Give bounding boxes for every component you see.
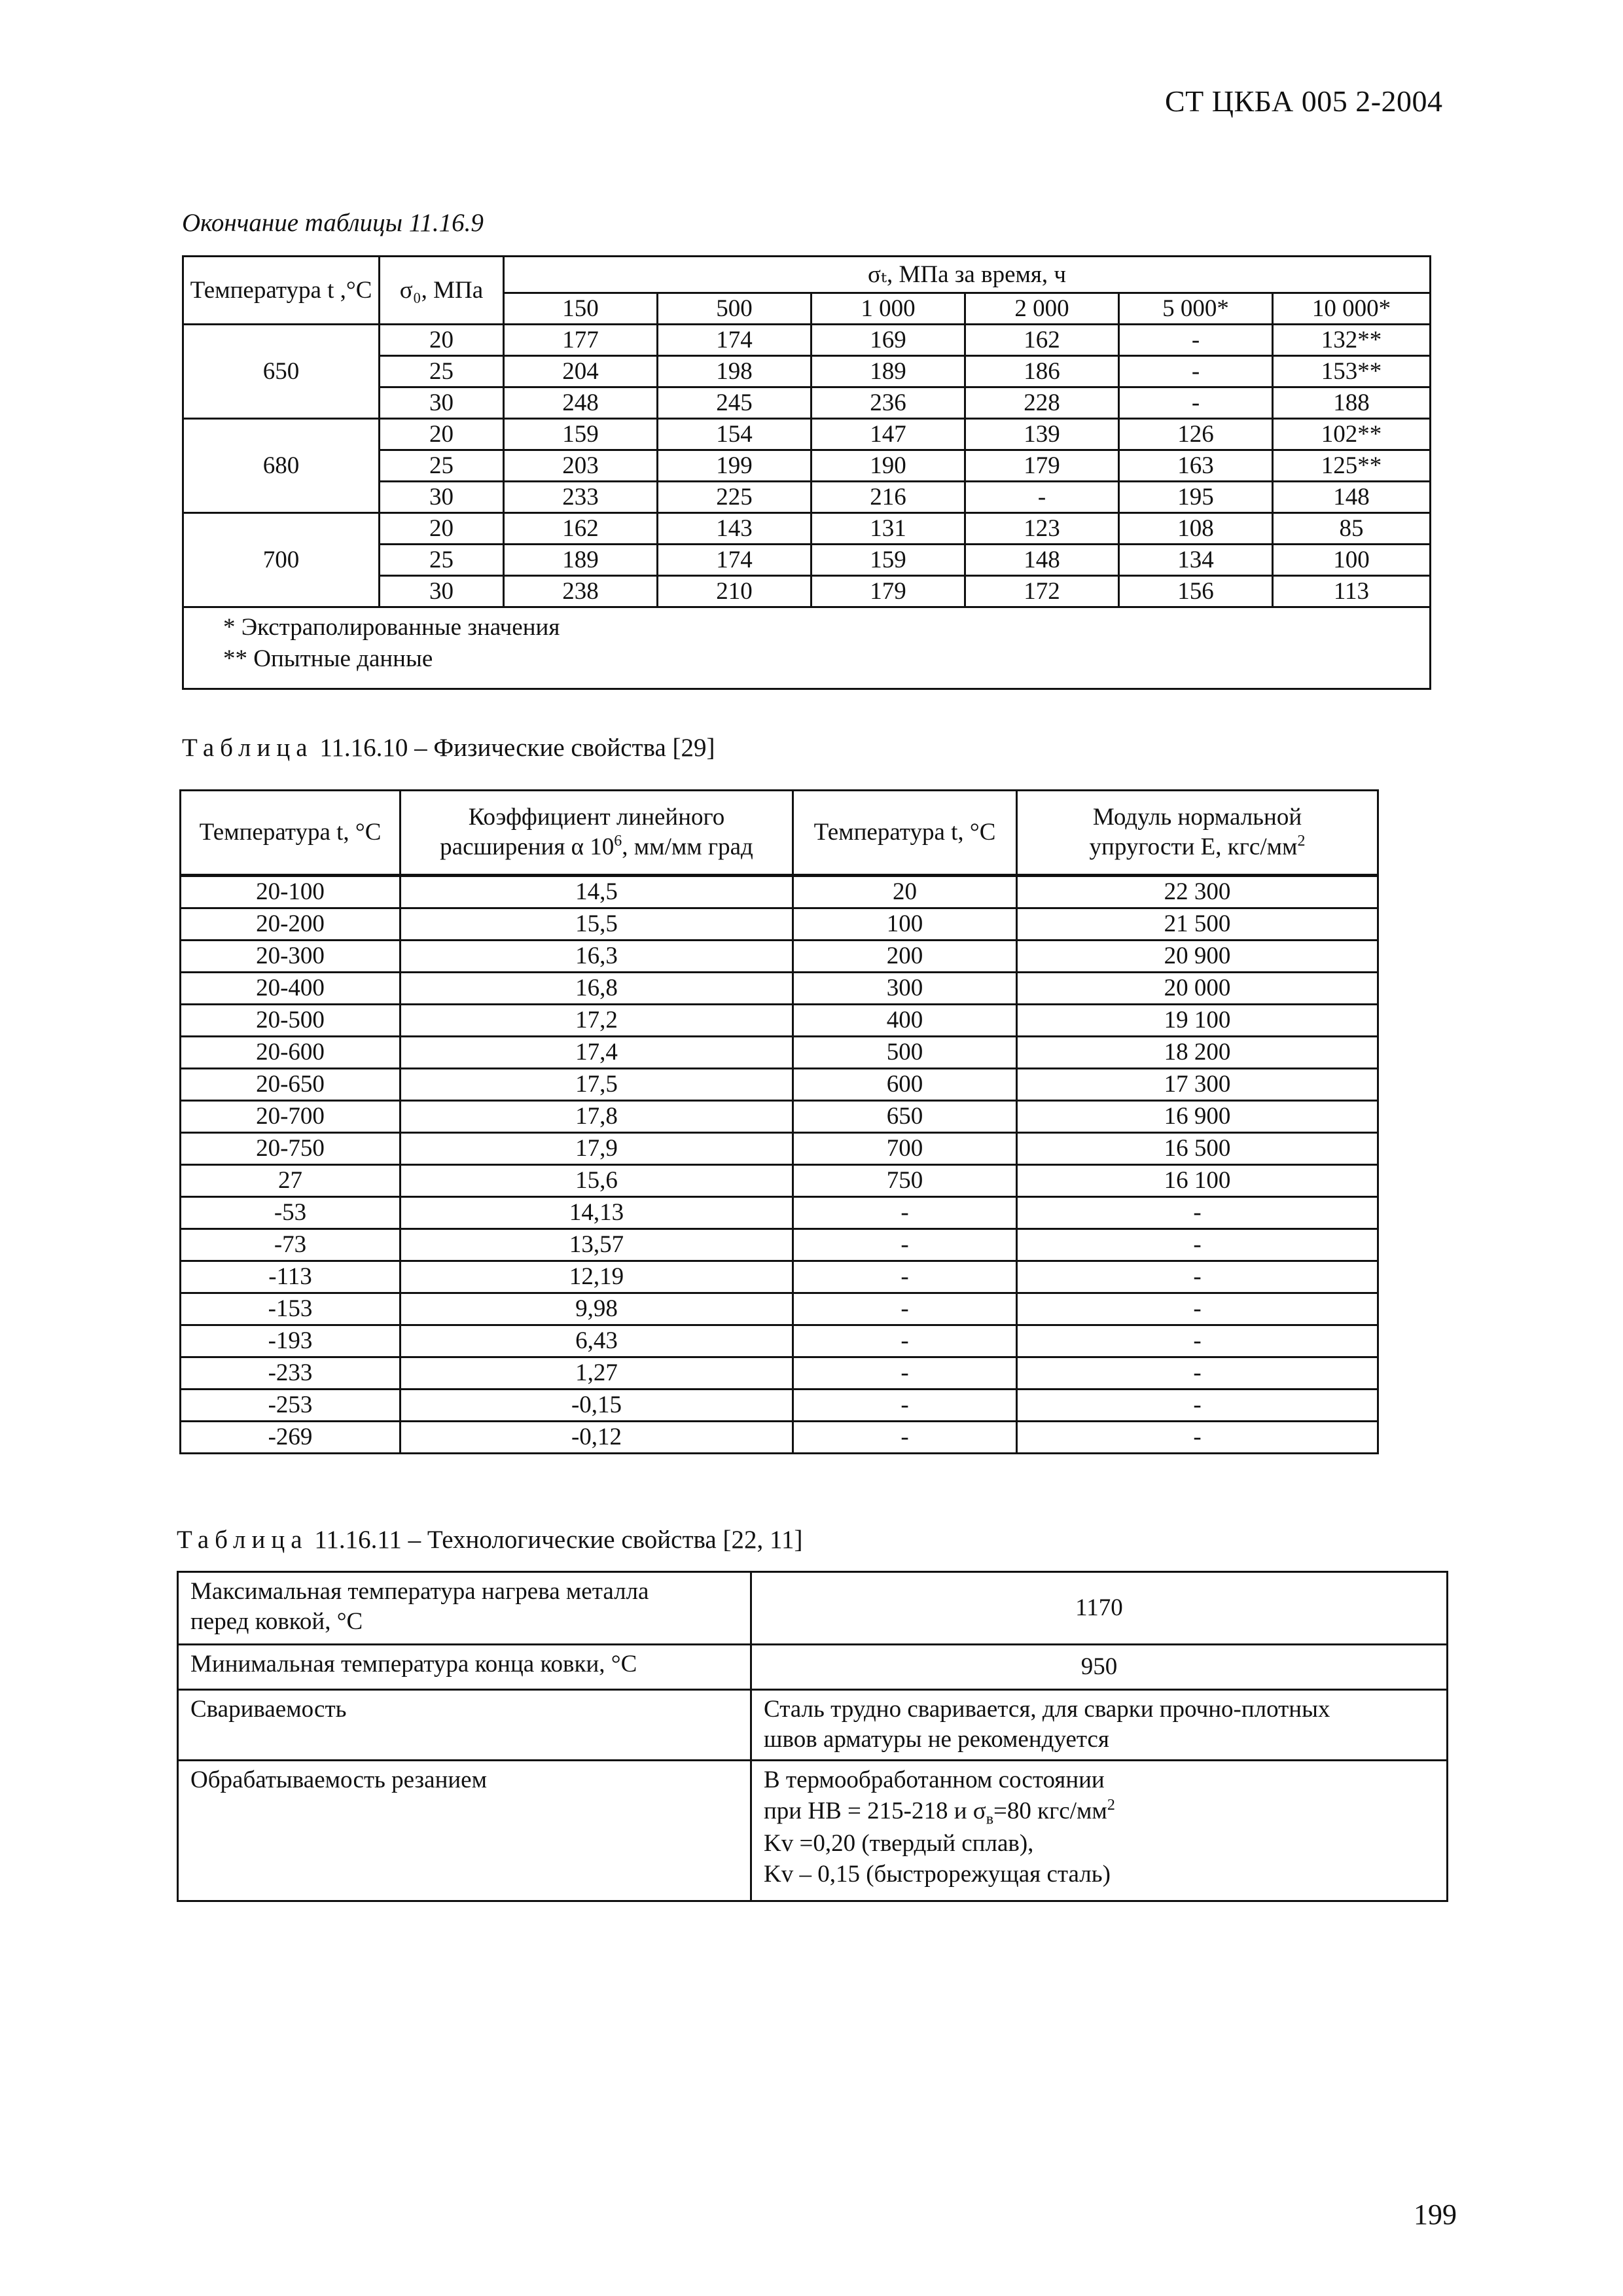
modulus-cell: 20 000 — [1017, 973, 1378, 1005]
expansion-header-units: , мм/мм град — [622, 833, 753, 861]
modulus-cell: - — [1017, 1261, 1378, 1293]
expansion-cell: 16,8 — [401, 973, 793, 1005]
table3-caption-text: 11.16.11 – Технологические свойства [22, 11] — [308, 1526, 803, 1554]
table1-col-temp: Температура t ,°С — [183, 257, 380, 325]
table1-notes — [183, 607, 1431, 689]
expansion-cell: 9,98 — [401, 1293, 793, 1325]
page-number: 199 — [1414, 2198, 1457, 2231]
temperature-cell: 650 — [183, 325, 380, 419]
temp-range-cell: -153 — [181, 1293, 401, 1325]
stress-value-cell: 85 — [1273, 513, 1431, 545]
machinability-hb: при НВ = 215-218 и σ — [764, 1797, 986, 1825]
temperature-cell: 750 — [793, 1165, 1017, 1197]
stress-value-cell: 139 — [965, 419, 1119, 450]
stress-value-cell: 156 — [1119, 576, 1273, 607]
expansion-cell: -0,12 — [401, 1422, 793, 1454]
stress-value-cell: 190 — [812, 450, 965, 482]
table1-time-header: 10 000* — [1273, 293, 1431, 325]
modulus-cell: - — [1017, 1293, 1378, 1325]
stress-value-cell: 172 — [965, 576, 1119, 607]
expansion-cell: 17,5 — [401, 1069, 793, 1101]
temp-range-cell: 20-700 — [181, 1101, 401, 1133]
table-11-16-9-end — [182, 255, 1431, 690]
expansion-cell: 16,3 — [401, 941, 793, 973]
temperature-cell: - — [793, 1325, 1017, 1357]
expansion-cell: 13,57 — [401, 1229, 793, 1261]
temp-range-cell: -233 — [181, 1357, 401, 1390]
machinability-line4: Kv – 0,15 (быстрорежущая сталь) — [764, 1860, 1111, 1888]
stress-value-cell: 132** — [1273, 325, 1431, 356]
table-11-16-11-technological — [177, 1571, 1448, 1902]
modulus-cell: 16 100 — [1017, 1165, 1378, 1197]
stress-value-cell: 113 — [1273, 576, 1431, 607]
max-temp-label-line2: перед ковкой, °С — [190, 1608, 363, 1636]
temperature-cell: 600 — [793, 1069, 1017, 1101]
stress-value-cell: 236 — [812, 387, 965, 419]
table1-time-header: 150 — [504, 293, 658, 325]
expansion-cell: 6,43 — [401, 1325, 793, 1357]
weldability-line2: швов арматуры не рекомендуется — [764, 1726, 1109, 1753]
modulus-header-line1: Модуль нормальной — [1092, 803, 1302, 831]
stress-value-cell: 159 — [812, 545, 965, 576]
modulus-cell: - — [1017, 1197, 1378, 1229]
table1-col-sigma-group: σₜ, МПа за время, ч — [504, 257, 1431, 293]
expansion-cell: 17,4 — [401, 1037, 793, 1069]
stress-value-cell: 153** — [1273, 356, 1431, 387]
table-11-16-10-physical — [179, 789, 1379, 1454]
stress-value-cell: 126 — [1119, 419, 1273, 450]
expansion-cell: 17,9 — [401, 1133, 793, 1165]
temperature-cell: 300 — [793, 973, 1017, 1005]
stress-value-cell: 148 — [965, 545, 1119, 576]
table-row — [181, 1357, 1378, 1390]
temperature-cell: 700 — [183, 513, 380, 607]
sigma0-cell: 25 — [380, 545, 504, 576]
stress-value-cell: 131 — [812, 513, 965, 545]
sigma0-cell: 30 — [380, 576, 504, 607]
table3-row-machinability — [178, 1760, 1448, 1901]
temp-range-cell: 20-500 — [181, 1005, 401, 1037]
table-row — [181, 1197, 1378, 1229]
stress-value-cell: - — [1119, 325, 1273, 356]
table-row — [181, 1293, 1378, 1325]
table2-col-temp-range: Температура t, °С — [181, 791, 401, 876]
modulus-cell: 21 500 — [1017, 908, 1378, 941]
modulus-header-line2 — [1018, 832, 1377, 862]
table1-notes-row — [183, 607, 1431, 689]
stress-value-cell: 228 — [965, 387, 1119, 419]
table-row — [183, 325, 1431, 356]
stress-value-cell: 225 — [658, 482, 812, 513]
stress-value-cell: 238 — [504, 576, 658, 607]
min-forging-temp-label: Минимальная температура конца ковки, °С — [178, 1645, 751, 1690]
modulus-cell: - — [1017, 1390, 1378, 1422]
modulus-cell: - — [1017, 1229, 1378, 1261]
stress-value-cell: 233 — [504, 482, 658, 513]
modulus-cell: 22 300 — [1017, 876, 1378, 908]
modulus-cell: - — [1017, 1325, 1378, 1357]
note-experimental: ** Опытные данные — [223, 645, 433, 673]
stress-value-cell: 204 — [504, 356, 658, 387]
temperature-cell: 700 — [793, 1133, 1017, 1165]
temperature-cell: 680 — [183, 419, 380, 513]
stress-value-cell: 102** — [1273, 419, 1431, 450]
stress-value-cell: 186 — [965, 356, 1119, 387]
stress-value-cell: 134 — [1119, 545, 1273, 576]
temperature-cell: 400 — [793, 1005, 1017, 1037]
modulus-header-main: упругости Е, кгс/мм — [1089, 833, 1298, 861]
stress-value-cell: 162 — [504, 513, 658, 545]
stress-value-cell: 162 — [965, 325, 1119, 356]
temperature-cell: 20 — [793, 876, 1017, 908]
stress-value-cell: 143 — [658, 513, 812, 545]
stress-value-cell: 189 — [812, 356, 965, 387]
table-row — [181, 876, 1378, 908]
stress-value-cell: 179 — [965, 450, 1119, 482]
table2-caption — [182, 733, 715, 762]
table-row — [181, 973, 1378, 1005]
temp-range-cell: 20-300 — [181, 941, 401, 973]
expansion-header-line2 — [401, 832, 792, 862]
table2-header-row — [181, 791, 1378, 876]
expansion-cell: 17,2 — [401, 1005, 793, 1037]
document-code: СТ ЦКБА 005 2-2004 — [1165, 84, 1443, 118]
temp-range-cell: 20-600 — [181, 1037, 401, 1069]
machinability-strength: =80 кгс/мм — [993, 1797, 1107, 1825]
stress-value-cell: 210 — [658, 576, 812, 607]
modulus-cell: 18 200 — [1017, 1037, 1378, 1069]
modulus-header-exp: 2 — [1297, 833, 1306, 850]
machinability-line3: Kv =0,20 (твердый сплав), — [764, 1830, 1034, 1857]
table3-row-weldability — [178, 1690, 1448, 1761]
table2-col-temp: Температура t, °С — [793, 791, 1017, 876]
machinability-label: Обрабатываемость резанием — [178, 1760, 751, 1901]
table2-col-expansion — [401, 791, 793, 876]
max-forging-temp-label — [178, 1572, 751, 1645]
stress-value-cell: 125** — [1273, 450, 1431, 482]
expansion-header-line1: Коэффициент линейного — [468, 803, 725, 831]
table3-row-min-temp — [178, 1645, 1448, 1690]
temperature-cell: - — [793, 1357, 1017, 1390]
temperature-cell: 650 — [793, 1101, 1017, 1133]
table-row — [181, 908, 1378, 941]
temp-range-cell: 20-650 — [181, 1069, 401, 1101]
temperature-cell: - — [793, 1422, 1017, 1454]
machinability-line2 — [764, 1795, 1435, 1829]
max-forging-temp-value: 1170 — [751, 1572, 1448, 1645]
stress-value-cell: 188 — [1273, 387, 1431, 419]
stress-value-cell: 148 — [1273, 482, 1431, 513]
sigma0-cell: 20 — [380, 513, 504, 545]
temp-range-cell: 20-750 — [181, 1133, 401, 1165]
sigma0-cell: 25 — [380, 450, 504, 482]
temp-range-cell: 20-200 — [181, 908, 401, 941]
expansion-cell: 14,13 — [401, 1197, 793, 1229]
table-row — [183, 513, 1431, 545]
stress-value-cell: 179 — [812, 576, 965, 607]
machinability-units-exp: 2 — [1107, 1796, 1115, 1814]
temperature-cell: 200 — [793, 941, 1017, 973]
expansion-header-main: расширения α 10 — [440, 833, 615, 861]
stress-value-cell: 189 — [504, 545, 658, 576]
table-row — [181, 1229, 1378, 1261]
stress-value-cell: 245 — [658, 387, 812, 419]
stress-value-cell: 198 — [658, 356, 812, 387]
stress-value-cell: 199 — [658, 450, 812, 482]
stress-value-cell: 248 — [504, 387, 658, 419]
table1-time-header: 5 000* — [1119, 293, 1273, 325]
stress-value-cell: - — [965, 482, 1119, 513]
stress-value-cell: - — [1119, 356, 1273, 387]
sigma0-cell: 30 — [380, 482, 504, 513]
stress-value-cell: 195 — [1119, 482, 1273, 513]
temperature-cell: - — [793, 1390, 1017, 1422]
modulus-cell: 16 500 — [1017, 1133, 1378, 1165]
stress-value-cell: 147 — [812, 419, 965, 450]
temp-range-cell: -253 — [181, 1390, 401, 1422]
stress-value-cell: 163 — [1119, 450, 1273, 482]
machinability-sigma-sub: в — [986, 1810, 994, 1828]
temperature-cell: - — [793, 1293, 1017, 1325]
table-row — [181, 1037, 1378, 1069]
machinability-value — [751, 1760, 1448, 1901]
weldability-value — [751, 1690, 1448, 1761]
table1-caption: Окончание таблицы 11.16.9 — [182, 209, 484, 237]
table-row — [181, 1165, 1378, 1197]
table2-col-modulus — [1017, 791, 1378, 876]
sigma0-cell: 20 — [380, 325, 504, 356]
min-forging-temp-value: 950 — [751, 1645, 1448, 1690]
temp-range-cell: -53 — [181, 1197, 401, 1229]
machinability-line1: В термообработанном состоянии — [764, 1766, 1105, 1793]
stress-value-cell: 169 — [812, 325, 965, 356]
stress-value-cell: 159 — [504, 419, 658, 450]
table-row — [181, 1390, 1378, 1422]
modulus-cell: - — [1017, 1357, 1378, 1390]
stress-value-cell: 154 — [658, 419, 812, 450]
stress-value-cell: 203 — [504, 450, 658, 482]
table2-caption-text: 11.16.10 – Физические свойства [29] — [313, 734, 715, 762]
modulus-cell: - — [1017, 1422, 1378, 1454]
stress-value-cell: 123 — [965, 513, 1119, 545]
expansion-cell: -0,15 — [401, 1390, 793, 1422]
modulus-cell: 20 900 — [1017, 941, 1378, 973]
table-row — [181, 1069, 1378, 1101]
stress-value-cell: - — [1119, 387, 1273, 419]
temp-range-cell: -113 — [181, 1261, 401, 1293]
table-row — [181, 1422, 1378, 1454]
weldability-line1: Сталь трудно сваривается, для сварки прочно-плотных — [764, 1696, 1330, 1723]
modulus-cell: 17 300 — [1017, 1069, 1378, 1101]
expansion-header-exp: 6 — [614, 833, 622, 850]
expansion-cell: 15,5 — [401, 908, 793, 941]
table-row — [181, 1005, 1378, 1037]
modulus-cell: 16 900 — [1017, 1101, 1378, 1133]
expansion-cell: 1,27 — [401, 1357, 793, 1390]
table3-caption-prefix: Таблица — [177, 1526, 308, 1554]
stress-value-cell: 177 — [504, 325, 658, 356]
table-row — [181, 1133, 1378, 1165]
table1-time-header: 1 000 — [812, 293, 965, 325]
temp-range-cell: 20-100 — [181, 876, 401, 908]
stress-value-cell: 174 — [658, 325, 812, 356]
temp-range-cell: -193 — [181, 1325, 401, 1357]
stress-value-cell: 216 — [812, 482, 965, 513]
expansion-cell: 12,19 — [401, 1261, 793, 1293]
weldability-label: Свариваемость — [178, 1690, 751, 1761]
sigma0-cell: 20 — [380, 419, 504, 450]
stress-value-cell: 174 — [658, 545, 812, 576]
table1-header-row — [183, 257, 1431, 293]
sigma0-cell: 25 — [380, 356, 504, 387]
table1-col-sigma0: σ₀, МПа — [380, 257, 504, 325]
temp-range-cell: 20-400 — [181, 973, 401, 1005]
temperature-cell: - — [793, 1261, 1017, 1293]
expansion-cell: 14,5 — [401, 876, 793, 908]
table3-row-max-temp — [178, 1572, 1448, 1645]
table-row — [181, 1325, 1378, 1357]
table3-caption — [177, 1525, 803, 1554]
table-row — [181, 1261, 1378, 1293]
temp-range-cell: -269 — [181, 1422, 401, 1454]
stress-value-cell: 100 — [1273, 545, 1431, 576]
max-temp-label-line1: Максимальная температура нагрева металла — [190, 1578, 649, 1605]
temp-range-cell: 27 — [181, 1165, 401, 1197]
stress-value-cell: 108 — [1119, 513, 1273, 545]
modulus-cell: 19 100 — [1017, 1005, 1378, 1037]
note-extrapolated: * Экстраполированные значения — [223, 614, 560, 641]
expansion-cell: 15,6 — [401, 1165, 793, 1197]
table-row — [181, 1101, 1378, 1133]
table2-caption-prefix: Таблица — [182, 734, 313, 762]
temperature-cell: 500 — [793, 1037, 1017, 1069]
temperature-cell: 100 — [793, 908, 1017, 941]
temperature-cell: - — [793, 1229, 1017, 1261]
table1-time-header: 2 000 — [965, 293, 1119, 325]
temperature-cell: - — [793, 1197, 1017, 1229]
sigma0-cell: 30 — [380, 387, 504, 419]
temp-range-cell: -73 — [181, 1229, 401, 1261]
table-row — [183, 419, 1431, 450]
table1-time-header: 500 — [658, 293, 812, 325]
table-row — [181, 941, 1378, 973]
expansion-cell: 17,8 — [401, 1101, 793, 1133]
